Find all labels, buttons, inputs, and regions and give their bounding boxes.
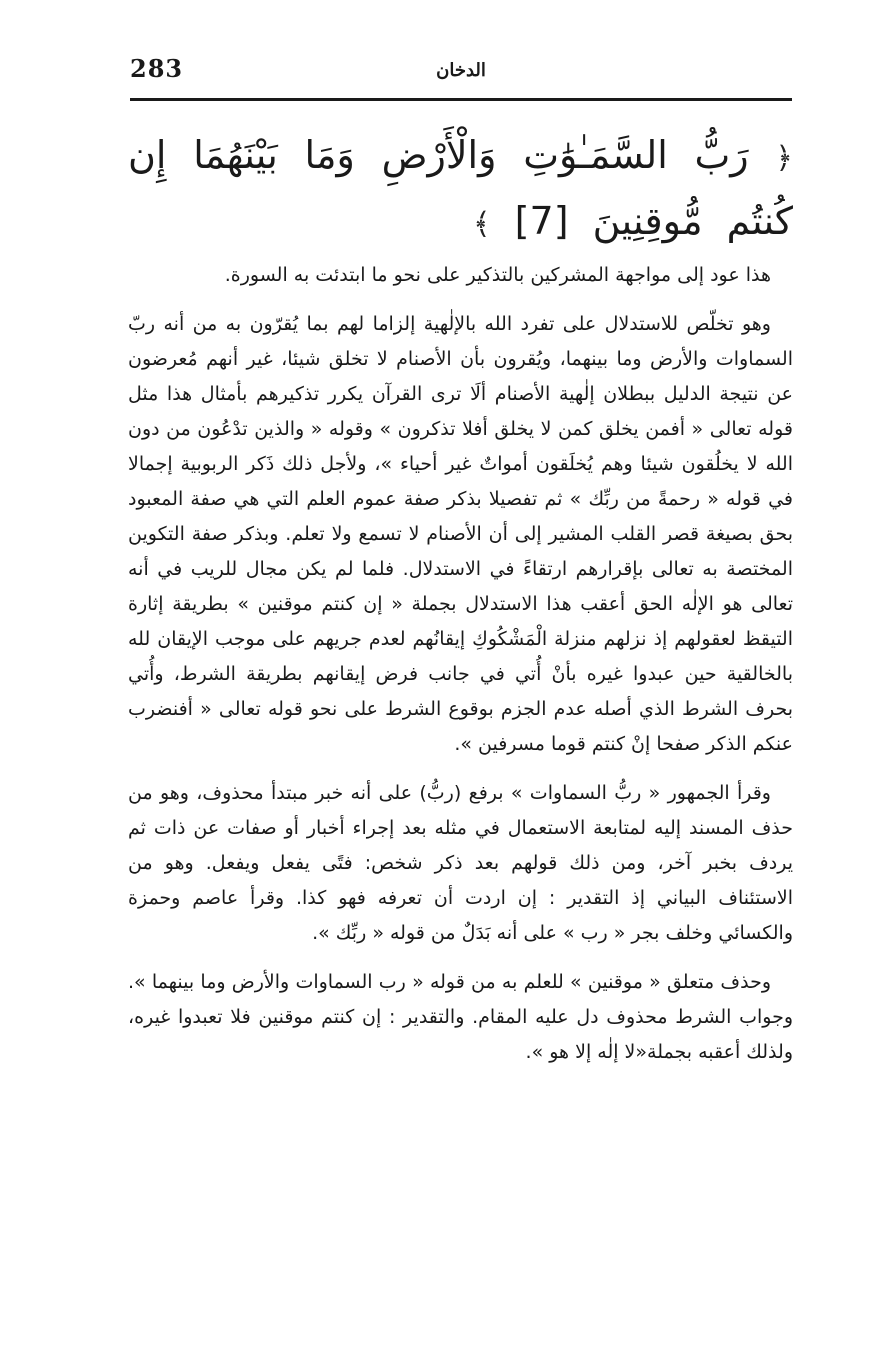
page-number: 283 xyxy=(130,54,184,83)
verse-text: رَبُّ السَّمَـٰوَٰتِ وَالْأَرْضِ وَمَا بَيْنَهُمَا إِن كُنتُم مُّوقِنِينَ [7] xyxy=(128,133,793,243)
header-rule xyxy=(130,98,792,101)
page-header xyxy=(130,48,792,94)
verse-close-bracket: ﴾ xyxy=(473,207,491,242)
verse-open-bracket: ﴿ xyxy=(775,141,793,176)
paragraph-argument: وهو تخلّص للاستدلال على تفرد الله بالإلٰهية إلزاما لهم بما يُقرّون به من أنه ربّ السماوات والأرض وما بينهما، ويُقرون بأن الأصنام لا تخلق شيئا، غير أنهم مُعرضون عن نتيجة الدليل ببطلان إلٰهية الأصنام ألَا ترى القرآن يكرر تذكيرهم بأمثال هذا مثل قوله تعالى « أفمن يخلق كمن لا يخلق أفلا تذكرون » وقوله « والذين تدْعُون من دون الله لا يخلُقون شيئا وهم يُخلَقون أمواتٌ غير أحياء »، ولأجل ذلك ذَكر الربوبية إجمالا في قوله « رحمةً من ربِّك » ثم تفصيلا بذكر صفة عموم العلم التي هي صفة المعبود بحق بصيغة قصر القلب المشير إلى أن الأصنام لا تسمع ولا تعلم. وبذكر صفة التكوين المختصة به تعالى بإقرارهم ارتقاءً في الاستدلال. فلما لم يكن مجال للريب في أنه تعالى هو الإلٰه الحق أعقب هذا الاستدلال بجملة « إن كنتم موقنين » بطريقة إثارة التيقظ لعقولهم إذ نزلهم منزلة الْمَشْكُوكِ إيقانُهم لعدم جريهم على موجب الإيقان لله بالخالقية حين عبدوا غيره بأنْ أُتي في جانب فرض إيقانهم بطريقة الشرط، وأُتي بحرف الشرط الذي أصله عدم الجزم بوقوع الشرط على نحو قوله تعالى « أفنضرب عنكم الذكر صفحا إنْ كنتم قوما مسرفين ». xyxy=(128,313,793,755)
running-title: الدخان xyxy=(436,60,486,81)
commentary-body xyxy=(128,258,793,1070)
paragraph-readings: وقرأ الجمهور « ربُّ السماوات » برفع (ربُّ) على أنه خبر مبتدأ محذوف، وهو من حذف المسند إليه لمتابعة الاستعمال في مثله بعد إجراء أخبار أو صفات عن ذات ثم يردف بخبر آخر، ومن ذلك قولهم بعد ذكر شخص: فتًى يفعل ويفعل. وهو من الاستئناف البياني إذ التقدير : إن اردت أن تعرفه فهو كذا. وقرأ عاصم وحمزة والكسائي وخلف بجر « رب » على أنه بَدَلٌ من قوله « ربِّك ». xyxy=(128,782,793,944)
paragraph-omission: وحذف متعلق « موقنين » للعلم به من قوله « رب السماوات والأرض وما بينهما ». وجواب الشرط محذوف دل عليه المقام. والتقدير : إن كنتم موقنين فلا تعبدوا غيره، ولذلك أعقبه بجملة«لا إلٰه إلا هو ». xyxy=(128,971,793,1063)
quran-verse xyxy=(128,124,793,256)
paragraph-intro: هذا عود إلى مواجهة المشركين بالتذكير على نحو ما ابتدئت به السورة. xyxy=(224,264,771,286)
